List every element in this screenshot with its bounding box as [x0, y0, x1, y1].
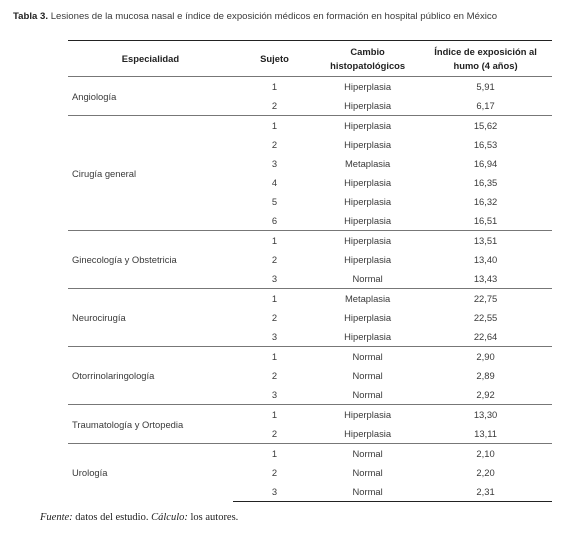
cell-sujeto: 1	[233, 444, 316, 464]
cell-cambio: Normal	[352, 389, 383, 400]
cell-indice: 2,10	[419, 444, 552, 464]
cell-cambio: Metaplasia	[316, 289, 419, 309]
cell-indice: 22,75	[419, 289, 552, 309]
cell-indice: 22,64	[473, 331, 498, 342]
cell-indice: 5,91	[419, 77, 552, 97]
cell-cambio: Metaplasia	[344, 158, 391, 169]
cell-sujeto: 1	[233, 77, 316, 97]
fuente-text: datos del estudio.	[72, 512, 152, 523]
cell-especialidad: Otorrinolaringología	[68, 347, 233, 405]
cell-sujeto: 2	[271, 312, 278, 323]
table-row	[68, 444, 552, 464]
table-row	[68, 231, 552, 251]
header-sujeto: Sujeto	[260, 52, 289, 64]
cell-sujeto: 3	[271, 158, 278, 169]
cell-cambio: Normal	[316, 444, 419, 464]
cell-cambio: Hiperplasia	[316, 77, 419, 97]
cell-sujeto: 3	[271, 389, 278, 400]
cell-indice: 2,31	[419, 482, 552, 502]
cell-indice: 2,90	[419, 347, 552, 367]
cell-sujeto: 6	[271, 215, 278, 226]
header-indice	[419, 41, 552, 77]
table-row	[68, 347, 552, 367]
cell-especialidad: Ginecología y Obstetricia	[68, 231, 233, 289]
cell-indice: 16,32	[473, 196, 498, 207]
calculo-text: los autores.	[187, 512, 239, 523]
cell-indice: 13,30	[419, 405, 552, 425]
cell-especialidad: Cirugía general	[68, 116, 233, 231]
header-indice-text: Índice de exposición al humo (4 años)	[434, 45, 537, 71]
cell-especialidad: Angiología	[68, 77, 233, 116]
header-cambio	[316, 41, 419, 77]
cell-cambio: Normal	[352, 273, 383, 284]
cell-indice: 13,51	[419, 231, 552, 251]
table-source	[40, 512, 238, 523]
table-row	[68, 405, 552, 425]
cell-sujeto: 2	[271, 428, 278, 439]
cell-cambio: Hiperplasia	[344, 312, 392, 323]
cell-cambio: Normal	[352, 467, 383, 478]
cell-indice: 16,35	[473, 177, 498, 188]
cell-sujeto: 1	[233, 289, 316, 309]
cell-indice: 16,51	[473, 215, 498, 226]
cell-sujeto: 4	[271, 177, 278, 188]
caption-label: Tabla 3.	[13, 11, 49, 22]
cell-indice: 13,40	[473, 254, 498, 265]
cell-cambio: Hiperplasia	[344, 177, 392, 188]
cell-sujeto: 1	[233, 347, 316, 367]
table-row	[68, 289, 552, 309]
calculo-label: Cálculo:	[151, 512, 188, 523]
cell-cambio: Normal	[316, 347, 419, 367]
cell-sujeto: 2	[271, 254, 278, 265]
table-row	[68, 77, 552, 97]
cell-indice: 16,94	[473, 158, 498, 169]
cell-sujeto: 2	[271, 467, 278, 478]
cell-sujeto: 2	[271, 100, 278, 111]
cell-cambio: Normal	[352, 370, 383, 381]
table-body	[68, 77, 552, 502]
table-row	[68, 116, 552, 136]
cell-sujeto: 1	[233, 116, 316, 136]
cell-cambio: Hiperplasia	[344, 139, 392, 150]
cell-cambio: Hiperplasia	[344, 215, 392, 226]
cell-sujeto: 3	[271, 273, 278, 284]
cell-cambio: Hiperplasia	[344, 196, 392, 207]
cell-sujeto: 3	[233, 482, 316, 502]
cell-indice: 2,92	[476, 389, 495, 400]
cell-sujeto: 5	[271, 196, 278, 207]
cell-especialidad: Urología	[68, 444, 233, 502]
cell-cambio: Hiperplasia	[316, 231, 419, 251]
cell-especialidad: Traumatología y Ortopedia	[68, 405, 233, 444]
table-caption	[13, 11, 497, 22]
cell-cambio: Hiperplasia	[316, 116, 419, 136]
cell-cambio: Hiperplasia	[344, 100, 392, 111]
cell-indice: 13,11	[474, 428, 497, 439]
cell-cambio: Normal	[316, 482, 419, 502]
cell-indice: 6,17	[476, 100, 495, 111]
cell-cambio: Hiperplasia	[344, 254, 392, 265]
cell-cambio: Hiperplasia	[316, 405, 419, 425]
table-header-row	[68, 41, 552, 77]
cell-indice: 22,55	[473, 312, 498, 323]
header-especialidad: Especialidad	[121, 52, 180, 64]
cell-sujeto: 1	[233, 405, 316, 425]
cell-sujeto: 2	[271, 139, 278, 150]
cell-sujeto: 3	[271, 331, 278, 342]
cell-especialidad: Neurocirugía	[68, 289, 233, 347]
cell-cambio: Hiperplasia	[344, 428, 392, 439]
cell-indice: 16,53	[473, 139, 498, 150]
cell-sujeto: 1	[233, 231, 316, 251]
header-cambio-text: Cambio histopatológicos	[330, 45, 406, 71]
cell-indice: 2,89	[476, 370, 495, 381]
caption-text: Lesiones de la mucosa nasal e índice de exposición médicos en formación en hospital público en México	[50, 11, 498, 22]
cell-sujeto: 2	[271, 370, 278, 381]
data-table	[68, 40, 552, 502]
cell-indice: 13,43	[473, 273, 498, 284]
fuente-label: Fuente:	[40, 512, 73, 523]
cell-indice: 15,62	[419, 116, 552, 136]
cell-cambio: Hiperplasia	[344, 331, 392, 342]
cell-indice: 2,20	[476, 467, 495, 478]
